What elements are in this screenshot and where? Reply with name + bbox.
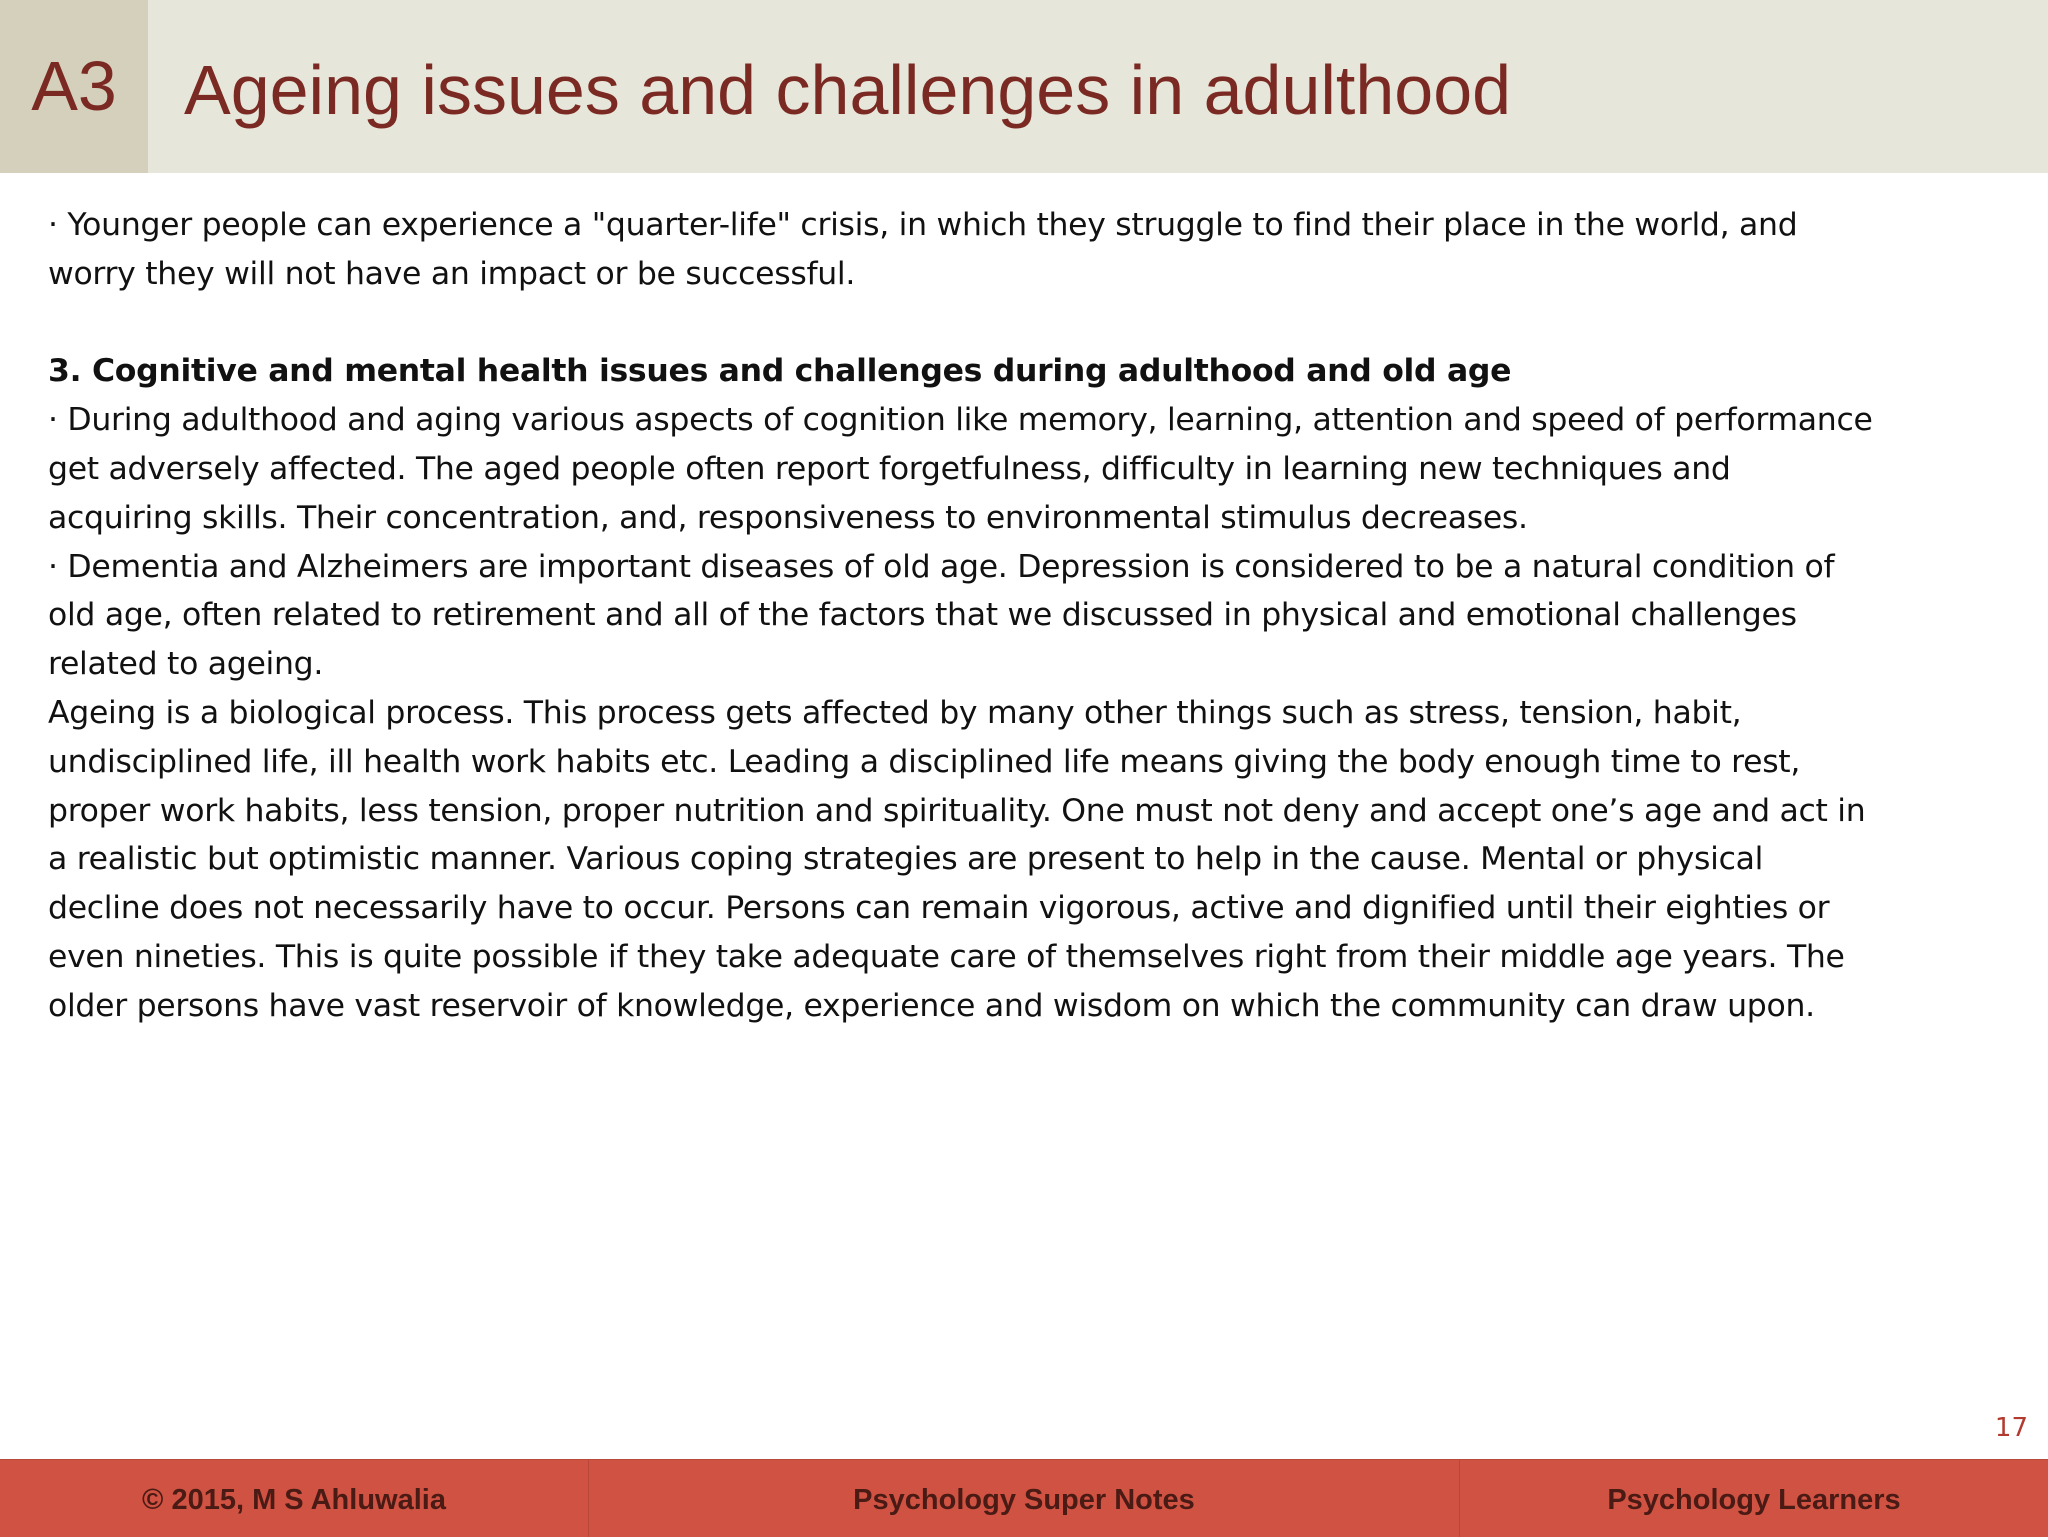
body-line: acquiring skills. Their concentration, and, responsiveness to environmental stimulus decreases. (48, 499, 1528, 536)
body-line: · Younger people can experience a "quarter-life" crisis, in which they struggle to find their place in the world, and (48, 207, 1798, 243)
slide-body (48, 201, 2023, 1031)
section-heading: 3. Cognitive and mental health issues and challenges during adulthood and old age (48, 353, 1512, 390)
body-line: related to ageing. (48, 646, 324, 683)
body-line: get adversely affected. The aged people often report forgetfulness, difficulty in learning new techniques and (48, 450, 1731, 487)
slide-footer (0, 1459, 2048, 1537)
section-code: A3 (31, 47, 117, 125)
body-line: proper work habits, less tension, proper nutrition and spirituality. One must not deny and accept one’s age and act in (48, 792, 1866, 829)
footer-publisher: Psychology Learners (1607, 1484, 1901, 1516)
footer-copyright: © 2015, M S Ahluwalia (142, 1484, 446, 1516)
page-number: 17 (1994, 1413, 2028, 1443)
body-line: a realistic but optimistic manner. Various coping strategies are present to help in the cause. Mental or physical (48, 841, 1764, 878)
body-line: · During adulthood and aging various aspects of cognition like memory, learning, attention and speed of performance (48, 402, 1873, 439)
body-line: Ageing is a biological process. This process gets affected by many other things such as stress, tension, habit, (48, 694, 1742, 731)
body-line: older persons have vast reservoir of knowledge, experience and wisdom on which the community can draw upon. (48, 987, 1815, 1024)
blank-line (48, 299, 2023, 348)
footer-title: Psychology Super Notes (853, 1484, 1195, 1516)
slide-header (0, 0, 2048, 173)
body-line: undisciplined life, ill health work habits etc. Leading a disciplined life means giving the body enough time to rest, (48, 743, 1801, 780)
body-line: worry they will not have an impact or be successful. (48, 255, 856, 292)
body-line: · Dementia and Alzheimers are important diseases of old age. Depression is considered to be a natural condition of (48, 548, 1835, 585)
body-line: decline does not necessarily have to occur. Persons can remain vigorous, active and dignified until their eighties or (48, 890, 1830, 927)
body-line: even nineties. This is quite possible if they take adequate care of themselves right from their middle age years. The (48, 938, 1845, 975)
slide-title: Ageing issues and challenges in adulthood (184, 51, 1512, 129)
body-line: old age, often related to retirement and all of the factors that we discussed in physical and emotional challenges (48, 597, 1797, 634)
